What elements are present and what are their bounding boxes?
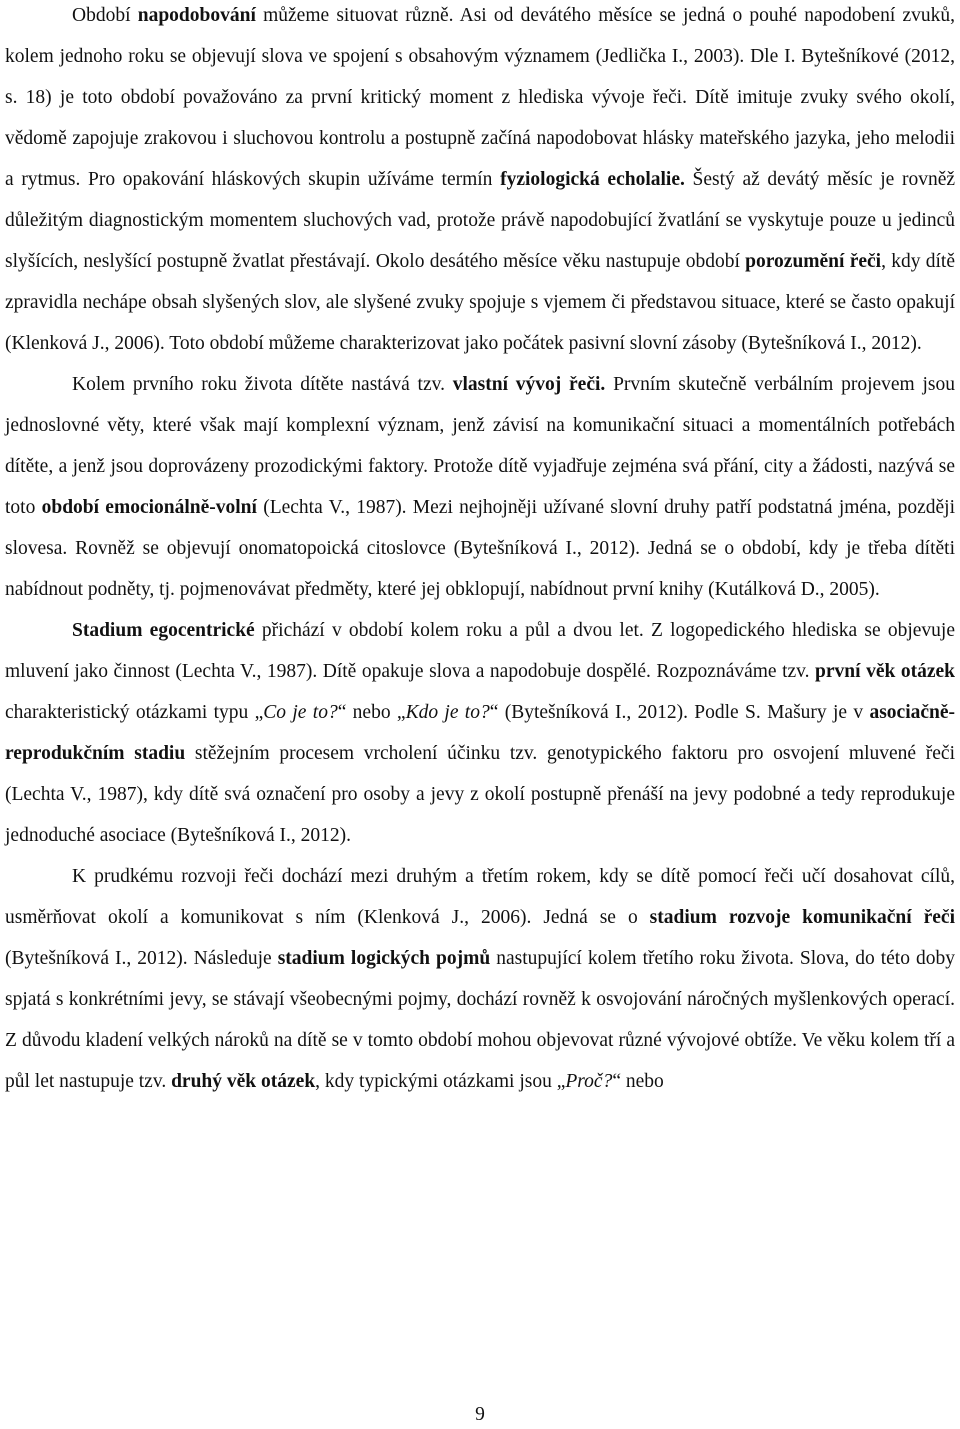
text-run: , kdy dítě zpravidla nechápe obsah slyšených slov, ale slyšené zvuky spojuje s vjemem či představou situace, které se často opakují (Klenková J., 2006). Toto období můžeme charakterizovat jako počátek pasivní slovní zásoby (Bytešníková I., 2012). (5, 251, 955, 354)
term-porozumeni-reci: porozumění řeči (745, 251, 882, 272)
text-run: (Lechta V., 1987). Mezi nejhojněji užívané slovní druhy patří podstatná jména, později slovesa. Rovněž se objevují onomatopoická citoslovce (Bytešníková I., 2012). Jedná se o období, kdy je třeba dítěti nabídnout podněty, tj. pojmenovávat předměty, které jej obklopují, nabídnout první knihy (Kutálková D., 2005). (5, 497, 955, 600)
text-run: charakteristický otázkami typu „ (5, 702, 264, 723)
text-run: , kdy typickými otázkami jsou „ (315, 1071, 566, 1092)
text-run: přichází v období kolem roku a půl a dvou let. Z logopedického hlediska se objevuje mluvení jako činnost (Lechta V., 1987). Dítě opakuje slova a napodobuje dospělé. Rozpoznáváme tzv. (5, 620, 955, 682)
body-text (5, 0, 955, 1102)
text-run: (Bytešníková I., 2012). Následuje (5, 948, 278, 969)
term-stadium-logickych-pojmu: stadium logických pojmů (277, 948, 491, 969)
paragraph-egocentric-stage (5, 610, 955, 856)
term-stadium-egocentricke: Stadium egocentrické (72, 620, 255, 641)
term-napodobovani: napodobování (137, 5, 256, 26)
paragraph-communicative-speech (5, 856, 955, 1102)
text-run: K prudkému rozvoji řeči dochází mezi druhým a třetím rokem, kdy se dítě pomocí řeči učí dosahovat cílů, usměrňovat okolí a komunikovat s ním (Klenková J., 2006). Jedná se o (5, 866, 955, 928)
term-asociacne-reprodukcni-stadium: asociačně-reprodukčním stadiu (5, 702, 956, 764)
text-run: Prvním skutečně verbálním projevem jsou jednoslovné věty, které však mají komplexní význam, jenž závisí na komunikační situaci a momentálních potřebách dítěte, a jenž jsou doprovázeny prozodickými faktory. Protože dítě vyjadřuje zejména svá přání, city a žádosti, nazývá se toto (5, 374, 955, 518)
text-run: “ nebo (612, 1071, 664, 1092)
term-druhy-vek-otazek: druhý věk otázek (171, 1071, 316, 1092)
term-obdobi-emocionalne-volni: období emocionálně-volní (41, 497, 257, 518)
term-fyziologicka-echolalie: fyziologická echolalie. (500, 169, 685, 190)
term-vlastni-vyvoj-reci: vlastní vývoj řeči. (452, 374, 606, 395)
text-run: “ (Bytešníková I., 2012). Podle S. Mašury je v (489, 702, 870, 723)
text-run: Období (72, 5, 138, 26)
text-run: stěžejním procesem vrcholení účinku tzv. genotypického faktoru pro osvojení mluvené řeči (Lechta V., 1987), kdy dítě svá označení pro osoby a jevy z okolí postupně přenáší na jevy podobné a tedy reprodukuje jednoduché asociace (Bytešníková I., 2012). (5, 743, 955, 846)
paragraph-imitation-period (5, 0, 955, 364)
quote-kdo-je-to: Kdo je to? (405, 702, 490, 723)
text-run: nastupující kolem třetího roku života. Slova, do této doby spjatá s konkrétními jevy, se stávají všeobecnými pojmy, dochází rovněž k osvojování náročných myšlenkových operací. Z důvodu kladení velkých nároků na dítě se v tomto období mohou objevovat různé vývojové obtíže. Ve věku kolem tří a půl let nastupuje tzv. (5, 948, 955, 1092)
quote-proc: Proč? (565, 1071, 613, 1092)
quote-co-je-to: Co je to? (263, 702, 338, 723)
text-run: můžeme situovat různě. Asi od devátého měsíce se jedná o pouhé napodobení zvuků, kolem jednoho roku se objevují slova ve spojení s obsahovým významem (Jedlička I., 2003). Dle I. Bytešníkové (2012, s. 18) je toto období považováno za první kritický moment z hlediska vývoje řeči. Dítě imituje zvuky svého okolí, vědomě zapojuje zrakovou i sluchovou kontrolu a postupně začíná napodobovat hlásky mateřského jazyka, jeho melodii a rytmus. Pro opakování hláskových skupin užíváme termín (5, 5, 955, 190)
text-run: Šestý až devátý měsíc je rovněž důležitým diagnostickým momentem sluchových vad, protože právě napodobující žvatlání se vyskytuje pouze u jedinců slyšících, neslyšící postupně žvatlat přestávají. Okolo desátého měsíce věku nastupuje období (5, 169, 956, 272)
term-stadium-rozvoje-komunikacni-reci: stadium rozvoje komunikační řeči (649, 907, 955, 928)
text-run: “ nebo „ (337, 702, 406, 723)
paragraph-own-speech-development (5, 364, 955, 610)
term-prvni-vek-otazek: první věk otázek (815, 661, 955, 682)
text-run: Kolem prvního roku života dítěte nastává tzv. (72, 374, 453, 395)
page-number: 9 (475, 1404, 485, 1425)
